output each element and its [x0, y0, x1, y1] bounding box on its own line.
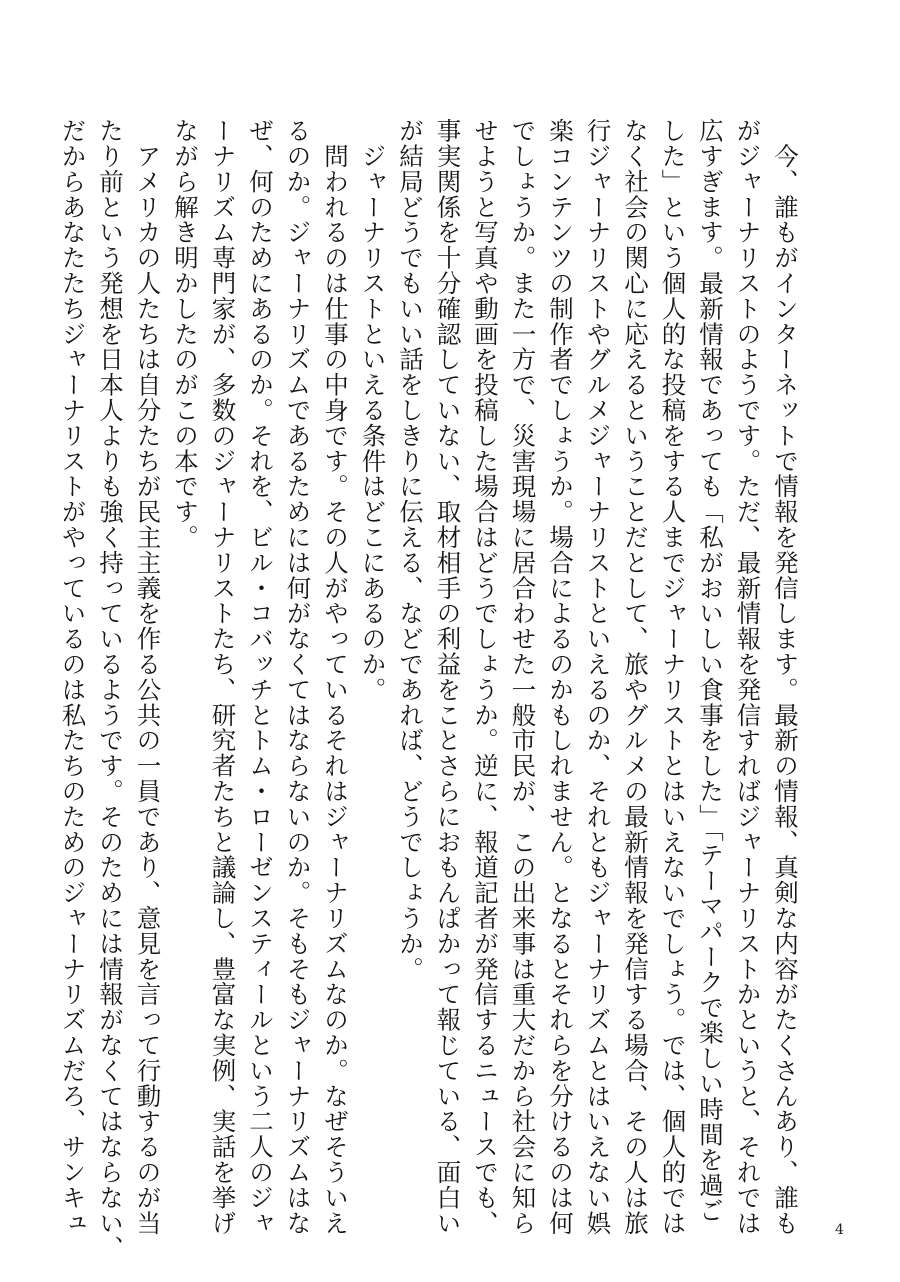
text-column-9: せようと写真や動画を投稿した場合はどうでしょうか。逆に、報道記者が発信するニュースでも、	[471, 118, 500, 1236]
text-column-15: ぜ、何のためにあるのか。それを、ビル・コバッチとトム・ローゼンスティールという二人のジャ	[246, 118, 275, 1236]
text-column-20: だからあなたたちジャーナリストがやっているのは私たちのためのジャーナリズムだろ、サンキュ	[58, 118, 88, 1236]
text-column-12: ジャーナリストといえる条件はどこにあるのか。	[358, 118, 388, 703]
text-column-6: 行ジャーナリストやグルメジャーナリストといえるのか、それともジャーナリズムとはいえない娯	[583, 118, 613, 1236]
page-number: 4	[835, 1222, 844, 1238]
text-column-3: 広すぎます。最新情報であっても「私がおいしい食事をした」「テーマパークで楽しい時間を過ご	[696, 118, 725, 1224]
text-column-19: たり前という発想を日本人よりも強く持っているようです。そのためには情報がなくてはならない、	[96, 118, 125, 1261]
text-column-2: がジャーナリストのようです。ただ、最新情報を発信すればジャーナリストかというと、それでは	[733, 118, 763, 1236]
text-column-14: るのか。ジャーナリズムであるためには何がなくてはならないのか。そもそもジャーナリズムはな	[283, 118, 313, 1236]
body-text	[58, 118, 804, 1261]
text-column-7: 楽コンテンツの制作者でしょうか。場合によるのかもしれません。となるとそれらを分けるのは何	[546, 118, 575, 1236]
text-column-8: でしょうか。また一方で、災害現場に居合わせた一般市民が、この出来事は重大だから社会に知ら	[508, 118, 538, 1236]
text-column-10: 事実関係を十分確認していない、取材相手の利益をことさらにおもんぱかって報じている、面白い	[433, 118, 463, 1236]
text-column-5: なく社会の関心に応えるということだとして、旅やグルメの最新情報を発信する場合、その人は旅	[621, 118, 650, 1236]
text-column-11: が結局どうでもいい話をしきりに伝える、などであれば、どうでしょうか。	[396, 118, 425, 982]
text-column-4: した」という個人的な投稿をする人までジャーナリストとはいえないでしょう。では、個人的では	[658, 118, 688, 1236]
text-column-16: ーナリズム専門家が、多数のジャーナリストたち、研究者たちと議論し、豊富な実例、実話を挙げ	[208, 118, 238, 1236]
text-column-18: アメリカの人たちは自分たちが民主主義を作る公共の一員であり、意見を言って行動するのが当	[133, 118, 163, 1236]
text-column-1: 今、誰もがインターネットで情報を発信します。最新の情報、真剣な内容がたくさんあり、誰も	[771, 118, 800, 1236]
text-column-17: ながら解き明かしたのがこの本です。	[171, 118, 200, 550]
text-column-13: 問われるのは仕事の中身です。その人がやっているそれはジャーナリズムなのか。なぜそういえ	[321, 118, 350, 1236]
